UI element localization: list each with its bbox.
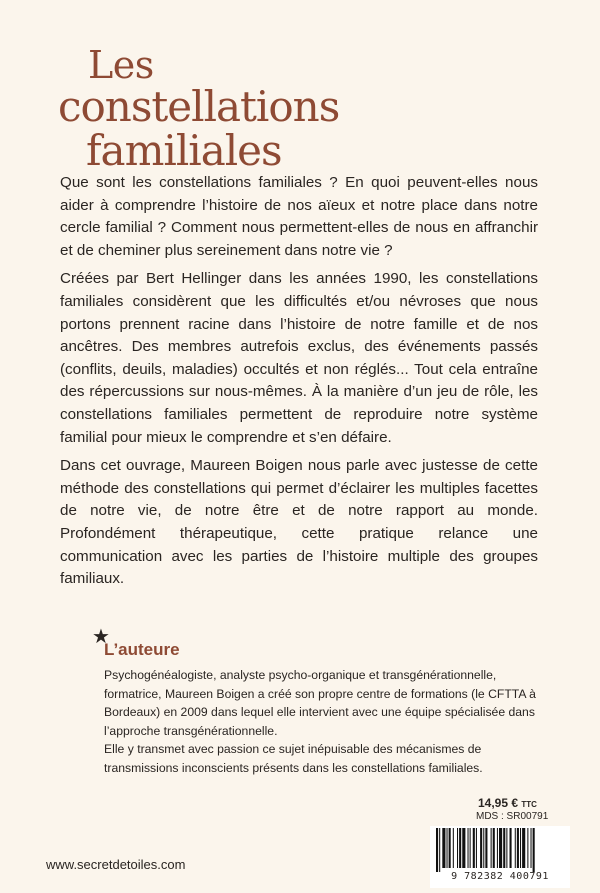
barcode-box [430, 826, 570, 888]
title-line-3: familiales [86, 126, 282, 175]
author-bio-paragraph-2: Elle y transmet avec passion ce sujet inépuisable des mécanismes de transmissions inconscients présents dans les constellations familiales. [104, 742, 483, 775]
author-bio-paragraph-1: Psychogénéalogiste, analyste psycho-organique et transgénérationnelle, formatrice, Maureen Boigen a créé son propre centre de formations (le CFTTA à Bordeaux) en 2009 dans lequel elle intervient avec une équipe spécialisée dans l’approche transgénérationnelle. [104, 668, 536, 738]
product-reference: MDS : SR00791 [476, 811, 549, 822]
author-heading: L’auteure [104, 640, 180, 659]
book-title [58, 43, 418, 175]
blurb-paragraph-2: Créées par Bert Hellinger dans les années 1990, les constellations familiales considèrent que les difficultés et/ou névroses que nous portons prennent racine dans l’histoire de notre famille et de nos ancêtres. Des membres autrefois exclus, des événements passés (conflits, deuils, maladies) occultés et non réglés... Tout cela entraîne des répercussions sur nous-mêmes. À la manière d’un jeu de rôle, les constellations familiales permettent de reproduire notre système familial pour mieux le comprendre et s’en défaire. [60, 270, 538, 446]
website-url: www.secretdetoiles.com [46, 857, 186, 872]
isbn-number: 9 782382 400791 [451, 871, 549, 882]
blurb-paragraph-3: Dans cet ouvrage, Maureen Boigen nous parle avec justesse de cette méthode des constellations qui permet d’éclairer les multiples facettes de notre vie, de notre être et de notre rapport au monde. Profondément thérapeutique, cette pratique relance une communication avec les parties de l’histoire multiple des groupes familiaux. [60, 457, 538, 588]
price [478, 796, 537, 810]
title-line-1: Les [88, 43, 154, 87]
author-bio [104, 666, 544, 777]
price-suffix: TTC [521, 800, 537, 809]
blurb [60, 172, 538, 597]
price-amount: 14,95 € [478, 796, 519, 810]
blurb-paragraph-1: Que sont les constellations familiales ? En quoi peuvent-elles nous aider à comprendre l’histoire de nos aïeux et notre place dans notre cercle familial ? Comment nous permettent-elles de nous en affranchir et de cheminer plus sereinement dans notre vie ? [60, 174, 538, 259]
title-line-2: constellations [58, 82, 340, 131]
star-icon: ★ [92, 626, 110, 648]
barcode-icon [436, 828, 564, 872]
